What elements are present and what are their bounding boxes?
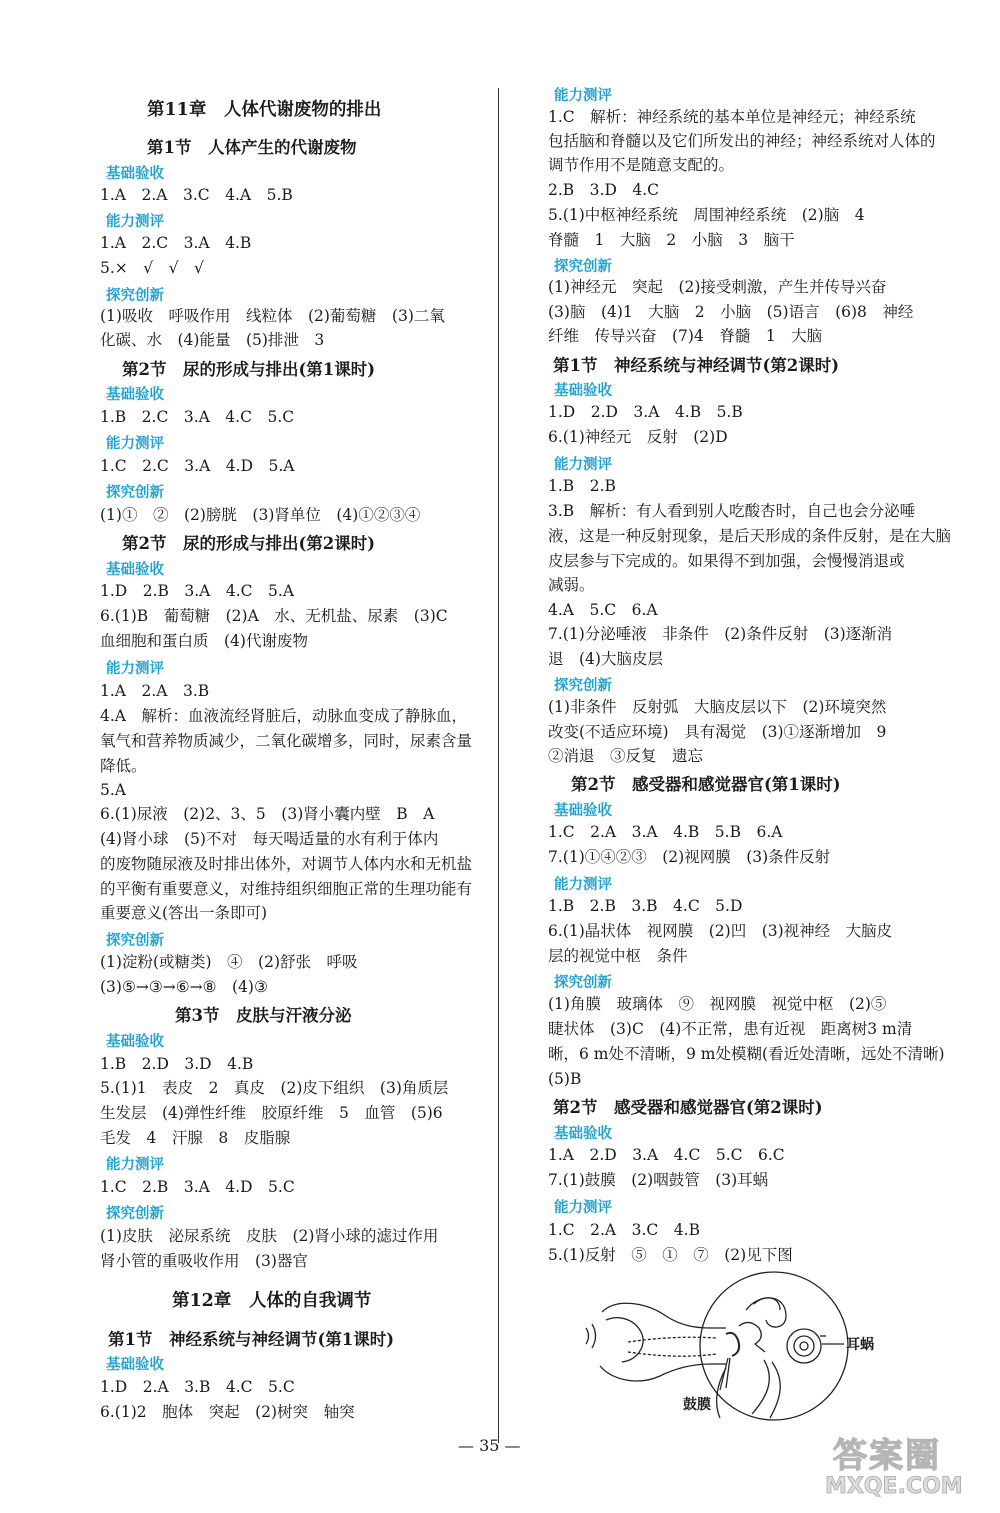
answer-line: 层的视觉中枢 条件 [548, 947, 688, 965]
answer-line: 晰，6 m处不清晰，9 m处模糊(看近处清晰，远处不清晰) [548, 1045, 945, 1063]
ear-diagram [576, 1268, 886, 1428]
answer-line: 1.C 2.B 3.A 4.D 5.C [100, 1178, 295, 1196]
answer-line: 5.(1)1 表皮 2 真皮 (2)皮下组织 (3)角质层 [100, 1079, 449, 1097]
answer-line: 7.(1)鼓膜 (2)咽鼓管 (3)耳蜗 [548, 1171, 769, 1189]
section-title: 第1节 神经系统与神经调节(第1课时) [108, 1330, 395, 1349]
answer-line: (5)B [548, 1070, 582, 1088]
watermark-logo [825, 1428, 993, 1508]
answer-line: (1)神经元 突起 (2)接受刺激，产生并传导兴奋 [548, 278, 887, 296]
answer-line: 4.A 解析：血液流经肾脏后，动脉血变成了静脉血， [100, 707, 467, 725]
subheading-basic: 基础验收 [106, 1357, 164, 1373]
answer-line: 1.A 2.A 3.C 4.A 5.B [100, 186, 293, 204]
answer-line: 1.A 2.A 3.B [100, 682, 210, 700]
answer-line: (3)⑤→③→⑥→⑧ (4)③ [100, 978, 268, 996]
subheading-basic: 基础验收 [554, 383, 612, 399]
answer-line: 5.A [100, 781, 126, 799]
subheading-ability: 能力测评 [554, 877, 612, 893]
answer-line: 改变(不适应环境) 具有渴觉 (3)①逐渐增加 9 [548, 723, 887, 741]
section-title: 第2节 感受器和感觉器官(第2课时) [553, 1098, 823, 1117]
section-title: 第1节 人体产生的代谢废物 [147, 138, 357, 157]
chapter-11-title: 第11章 人体代谢废物的排出 [147, 100, 382, 120]
answer-line: 重要意义(答出一条即可) [100, 904, 268, 922]
answer-line: 4.A 5.C 6.A [548, 601, 658, 619]
subheading-explore: 探究创新 [554, 975, 612, 991]
answer-line: 7.(1)分泌唾液 非条件 (2)条件反射 (3)逐渐消 [548, 625, 893, 643]
answer-line: 1.B 2.B [548, 477, 616, 495]
answer-line: 的废物随尿液及时排出体外，对调节人体内水和无机盐 [100, 855, 473, 873]
answer-line: 6.(1)尿液 (2)2、3、5 (3)肾小囊内壁 B A [100, 805, 435, 823]
answer-line: 1.D 2.B 3.A 4.C 5.A [100, 582, 295, 600]
answer-line: 皮层参与下完成的。如果得不到加强，会慢慢消退或 [548, 552, 905, 570]
answer-line: 化碳、水 (4)能量 (5)排泄 3 [100, 331, 325, 349]
answer-line: (1)皮肤 泌尿系统 皮肤 (2)肾小球的滤过作用 [100, 1227, 439, 1245]
answer-line: 血细胞和蛋白质 (4)代谢废物 [100, 632, 308, 650]
answer-line: 1.A 2.D 3.A 4.C 5.C 6.C [548, 1146, 785, 1164]
answer-line: 液，这是一种反射现象，是后天形成的条件反射，是在大脑 [548, 527, 952, 545]
answer-line: 2.B 3.D 4.C [548, 181, 660, 199]
answer-line: 3.B 解析：有人看到别人吃酸杏时，自己也会分泌唾 [548, 502, 916, 520]
answer-line: (1)吸收 呼吸作用 线粒体 (2)葡萄糖 (3)二氧 [100, 307, 445, 325]
answer-line: 肾小管的重吸收作用 (3)器官 [100, 1252, 308, 1270]
answer-line: 包括脑和脊髓以及它们所发出的神经；神经系统对人体的 [548, 132, 936, 150]
subheading-explore: 探究创新 [554, 678, 612, 694]
answer-line: 6.(1)B 葡萄糖 (2)A 水、无机盐、尿素 (3)C [100, 607, 448, 625]
answer-line: 毛发 4 汗腺 8 皮脂腺 [100, 1129, 291, 1147]
answer-line: 7.(1)①④②③ (2)视网膜 (3)条件反射 [548, 848, 831, 866]
subheading-ability: 能力测评 [554, 1200, 612, 1216]
answer-line: 1.C 2.C 3.A 4.D 5.A [100, 457, 295, 475]
chapter-12-title: 第12章 人体的自我调节 [172, 1291, 372, 1311]
answer-line: 降低。 [100, 757, 147, 775]
answer-line: 生发层 (4)弹性纤维 胶原纤维 5 血管 (5)6 [100, 1104, 443, 1122]
column-divider [498, 88, 499, 1443]
subheading-explore: 探究创新 [106, 1206, 164, 1222]
subheading-explore: 探究创新 [106, 933, 164, 949]
section-title: 第3节 皮肤与汗液分泌 [175, 1006, 352, 1025]
answer-line: ②消退 ③反复 遗忘 [548, 747, 704, 765]
answer-line: 6.(1)2 胞体 突起 (2)树突 轴突 [100, 1403, 355, 1421]
section-title: 第2节 尿的形成与排出(第1课时) [122, 360, 376, 379]
ear-illustration [576, 1268, 886, 1428]
subheading-basic: 基础验收 [554, 1126, 612, 1142]
subheading-basic: 基础验收 [106, 562, 164, 578]
answer-line: 5.× √ √ √ [100, 259, 204, 277]
section-title: 第2节 感受器和感觉器官(第1课时) [571, 775, 841, 794]
answer-line: 的平衡有重要意义，对维持组织细胞正常的生理功能有 [100, 880, 473, 898]
subheading-explore: 探究创新 [106, 485, 164, 501]
cochlea-label: 耳蜗 [846, 1337, 874, 1353]
answer-line: 1.C 2.A 3.C 4.B [548, 1221, 700, 1239]
answer-line: 1.C 解析：神经系统的基本单位是神经元；神经系统 [548, 108, 916, 126]
section-title: 第1节 神经系统与神经调节(第2课时) [553, 356, 840, 375]
answer-line: (3)脑 (4)1 大脑 2 小脑 (5)语言 (6)8 神经 [548, 303, 914, 321]
answer-line: 5.(1)反射 ⑤ ① ⑦ (2)见下图 [548, 1246, 793, 1264]
subheading-ability: 能力测评 [106, 1157, 164, 1173]
answer-line: (1)角膜 玻璃体 ⑨ 视网膜 视觉中枢 (2)⑤ [548, 995, 887, 1013]
subheading-explore: 探究创新 [554, 259, 612, 275]
subheading-ability: 能力测评 [554, 88, 612, 104]
answer-line: 1.A 2.C 3.A 4.B [100, 234, 252, 252]
answer-line: 脊髓 1 大脑 2 小脑 3 脑干 [548, 231, 795, 249]
subheading-ability: 能力测评 [106, 214, 164, 230]
subheading-basic: 基础验收 [106, 387, 164, 403]
page-number: — 35 — [458, 1436, 521, 1455]
subheading-basic: 基础验收 [106, 1034, 164, 1050]
answer-line: 6.(1)晶状体 视网膜 (2)凹 (3)视神经 大脑皮 [548, 922, 893, 940]
answer-line: 1.B 2.C 3.A 4.C 5.C [100, 408, 295, 426]
answer-line: 1.B 2.B 3.B 4.C 5.D [548, 897, 743, 915]
subheading-ability: 能力测评 [106, 436, 164, 452]
answer-line: (4)肾小球 (5)不对 每天喝适量的水有利于体内 [100, 830, 439, 848]
answer-line: 调节作用不是随意支配的。 [548, 156, 735, 174]
subheading-ability: 能力测评 [554, 457, 612, 473]
answer-line: 氧气和营养物质减少，二氧化碳增多，同时，尿素含量 [100, 732, 473, 750]
answer-line: 1.C 2.A 3.A 4.B 5.B 6.A [548, 823, 783, 841]
answer-line: 纤维 传导兴奋 (7)4 脊髓 1 大脑 [548, 327, 823, 345]
answer-line: 1.D 2.A 3.B 4.C 5.C [100, 1378, 295, 1396]
answer-line: 退 (4)大脑皮层 [548, 650, 663, 668]
section-title: 第2节 尿的形成与排出(第2课时) [122, 534, 376, 553]
subheading-ability: 能力测评 [106, 661, 164, 677]
eardrum-label: 鼓膜 [683, 1397, 711, 1413]
answer-line: 睫状体 (3)C (4)不正常，患有近视 距离树3 m清 [548, 1020, 913, 1038]
answer-line: (1)非条件 反射弧 大脑皮层以下 (2)环境突然 [548, 698, 887, 716]
answer-line: 1.B 2.D 3.D 4.B [100, 1055, 254, 1073]
answer-line: (1)① ② (2)膀胱 (3)肾单位 (4)①②③④ [100, 506, 421, 524]
subheading-basic: 基础验收 [106, 166, 164, 182]
answer-line: (1)淀粉(或糖类) ④ (2)舒张 呼吸 [100, 953, 358, 971]
answer-line: 6.(1)神经元 反射 (2)D [548, 428, 728, 446]
subheading-basic: 基础验收 [554, 803, 612, 819]
subheading-explore: 探究创新 [106, 288, 164, 304]
answer-line: 1.D 2.D 3.A 4.B 5.B [548, 403, 743, 421]
answer-line: 减弱。 [548, 576, 595, 594]
watermark-url: MXQE.COM [825, 1474, 963, 1499]
answer-line: 5.(1)中枢神经系统 周围神经系统 (2)脑 4 [548, 206, 865, 224]
watermark-text: 答案圈 [833, 1436, 941, 1476]
